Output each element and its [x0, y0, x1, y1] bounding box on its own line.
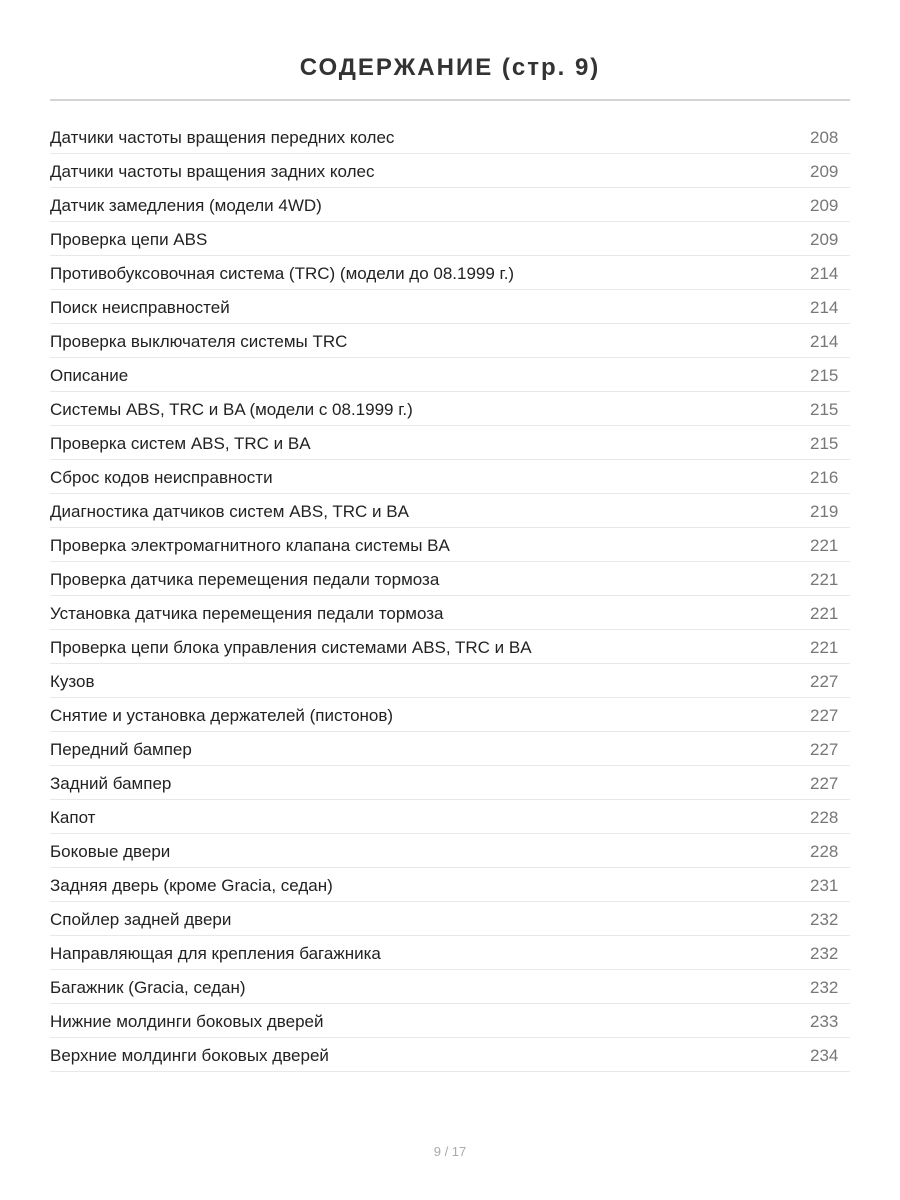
toc-entry-title: Проверка систем ABS, TRC и BA	[50, 434, 311, 453]
toc-entry-title: Установка датчика перемещения педали тормоза	[50, 604, 444, 623]
toc-entry[interactable]	[50, 902, 850, 936]
toc-entry-title: Спойлер задней двери	[50, 910, 232, 929]
toc-list	[50, 120, 850, 1072]
toc-entry-page: 227	[810, 774, 839, 793]
toc-entry[interactable]	[50, 834, 850, 868]
toc-entry-title: Проверка выключателя системы TRC	[50, 332, 348, 351]
toc-entry-title: Снятие и установка держателей (пистонов)	[50, 706, 394, 725]
toc-entry-title: Системы ABS, TRC и BA (модели с 08.1999 г.)	[50, 400, 413, 419]
toc-entry-title: Противобуксовочная система (TRC) (модели до 08.1999 г.)	[50, 264, 515, 283]
toc-entry[interactable]	[50, 154, 850, 188]
toc-entry-page: 214	[810, 264, 839, 283]
toc-entry[interactable]	[50, 664, 850, 698]
toc-entry-title: Верхние молдинги боковых дверей	[50, 1046, 329, 1065]
toc-entry-page: 209	[810, 196, 839, 215]
toc-entry-page: 232	[810, 978, 839, 997]
toc-entry-page: 221	[810, 638, 839, 657]
toc-entry-page: 214	[810, 298, 839, 317]
toc-entry-title: Проверка цепи ABS	[50, 230, 208, 249]
title-divider	[50, 99, 850, 101]
toc-entry-page: 232	[810, 944, 839, 963]
toc-entry[interactable]	[50, 698, 850, 732]
toc-entry[interactable]	[50, 358, 850, 392]
toc-entry-page: 227	[810, 672, 839, 691]
toc-entry[interactable]	[50, 868, 850, 902]
toc-entry-page: 219	[810, 502, 839, 521]
toc-entry[interactable]	[50, 562, 850, 596]
toc-entry-page: 234	[810, 1046, 839, 1065]
toc-entry-title: Датчики частоты вращения задних колес	[50, 162, 375, 181]
toc-entry-title: Нижние молдинги боковых дверей	[50, 1012, 324, 1031]
toc-entry[interactable]	[50, 936, 850, 970]
toc-entry-page: 215	[810, 400, 839, 419]
toc-entry-page: 228	[810, 842, 839, 861]
toc-entry[interactable]	[50, 256, 850, 290]
toc-entry[interactable]	[50, 460, 850, 494]
toc-entry-page: 215	[810, 434, 839, 453]
toc-entry[interactable]	[50, 528, 850, 562]
toc-entry-title: Задний бампер	[50, 774, 172, 793]
toc-entry-title: Поиск неисправностей	[50, 298, 230, 317]
toc-entry-page: 232	[810, 910, 839, 929]
toc-entry-page: 221	[810, 570, 839, 589]
toc-entry-page: 215	[810, 366, 839, 385]
toc-entry-title: Сброс кодов неисправности	[50, 468, 273, 487]
toc-entry-title: Кузов	[50, 672, 95, 691]
toc-entry[interactable]	[50, 596, 850, 630]
page-indicator: 9 / 17	[433, 1144, 467, 1159]
toc-entry-title: Задняя дверь (кроме Gracia, седан)	[50, 876, 333, 895]
toc-entry-title: Направляющая для крепления багажника	[50, 944, 381, 963]
toc-entry-title: Диагностика датчиков систем ABS, TRC и BA	[50, 502, 409, 521]
toc-entry-page: 221	[810, 536, 839, 555]
toc-entry-page: 231	[810, 876, 839, 895]
toc-entry[interactable]	[50, 392, 850, 426]
toc-entry[interactable]	[50, 494, 850, 528]
toc-entry-title: Проверка цепи блока управления системами ABS, TRC и BA	[50, 638, 532, 657]
toc-entry-page: 227	[810, 740, 839, 759]
toc-entry-page: 216	[810, 468, 839, 487]
toc-entry[interactable]	[50, 970, 850, 1004]
toc-entry[interactable]	[50, 188, 850, 222]
toc-entry-page: 221	[810, 604, 839, 623]
toc-entry[interactable]	[50, 426, 850, 460]
toc-entry-page: 233	[810, 1012, 839, 1031]
toc-entry-title: Капот	[50, 808, 96, 827]
toc-entry[interactable]	[50, 222, 850, 256]
toc-entry-title: Датчик замедления (модели 4WD)	[50, 196, 322, 215]
toc-entry[interactable]	[50, 120, 850, 154]
toc-entry[interactable]	[50, 290, 850, 324]
toc-entry[interactable]	[50, 1004, 850, 1038]
toc-entry-title: Описание	[50, 366, 129, 385]
toc-entry[interactable]	[50, 324, 850, 358]
toc-entry-title: Передний бампер	[50, 740, 192, 759]
toc-entry-title: Боковые двери	[50, 842, 171, 861]
toc-entry-page: 209	[810, 162, 839, 181]
toc-entry[interactable]	[50, 766, 850, 800]
toc-entry[interactable]	[50, 800, 850, 834]
toc-entry-title: Проверка датчика перемещения педали тормоза	[50, 570, 440, 589]
page-title: СОДЕРЖАНИЕ (стр. 9)	[299, 54, 601, 82]
toc-entry-title: Проверка электромагнитного клапана системы BA	[50, 536, 450, 555]
toc-entry[interactable]	[50, 1038, 850, 1072]
toc-entry-page: 208	[810, 128, 839, 147]
toc-entry-page: 209	[810, 230, 839, 249]
toc-entry-title: Багажник (Gracia, седан)	[50, 978, 246, 997]
toc-entry-page: 227	[810, 706, 839, 725]
toc-entry[interactable]	[50, 630, 850, 664]
toc-entry-page: 214	[810, 332, 839, 351]
toc-entry-title: Датчики частоты вращения передних колес	[50, 128, 395, 147]
toc-entry-page: 228	[810, 808, 839, 827]
toc-entry[interactable]	[50, 732, 850, 766]
